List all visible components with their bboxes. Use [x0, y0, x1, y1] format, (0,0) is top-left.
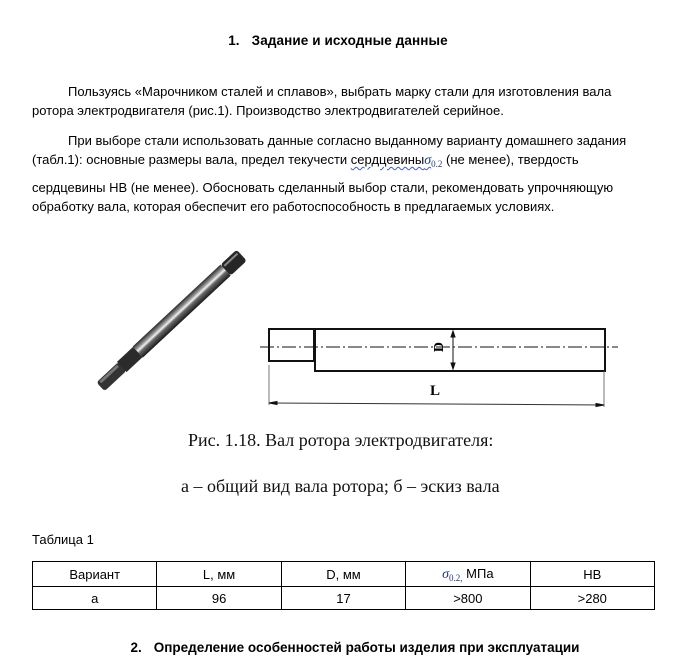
sigma-unit: МПа: [466, 565, 494, 581]
sigma-symbol: [442, 567, 462, 582]
section-1-heading: [0, 33, 676, 48]
section-1-number: 1.: [228, 33, 240, 48]
dimension-d-label: D: [432, 341, 448, 353]
figure-caption-legend: а – общий вид вала ротора; б – эскиз вала: [181, 476, 500, 496]
figure-caption-title: Рис. 1.18. Вал ротора электродвигателя:: [188, 430, 494, 450]
data-table: [32, 561, 655, 610]
section-2-number: 2.: [130, 640, 142, 655]
section-2-heading: [0, 640, 676, 655]
sigma-glyph: σ: [442, 566, 450, 582]
paragraph-2-line-2-text: (табл.1): основные размеры вала, предел текучести: [32, 152, 351, 167]
shaft-sketch-icon: [260, 325, 625, 410]
header-hardness: HB: [530, 562, 654, 587]
paragraph-1: [32, 82, 637, 120]
sigma-subscript: 0.2: [431, 159, 443, 169]
header-length: L, мм: [157, 562, 281, 587]
table-label: Таблица 1: [32, 532, 94, 547]
shaft-photo-image: [70, 242, 270, 402]
paragraph-2-line-4: обработку вала, которая обеспечит его работоспособность в предлагаемых условиях.: [32, 199, 555, 214]
cell-diameter: 17: [281, 587, 405, 610]
sigma-symbol: [424, 153, 442, 168]
cell-sigma: >800: [406, 587, 530, 610]
table-header-row: [33, 562, 655, 587]
paragraph-2-line-1: При выборе стали использовать данные согласно выданному варианту домашнего задания: [68, 133, 627, 148]
paragraph-1-line-1: Пользуясь «Марочником сталей и сплавов», выбрать марку стали для изготовления вала: [68, 84, 612, 99]
spellcheck-flagged-word[interactable]: [351, 152, 443, 167]
cell-variant: а: [33, 587, 157, 610]
section-1-title: Задание и исходные данные: [251, 33, 448, 48]
cell-hardness: >280: [530, 587, 654, 610]
shaft-sketch-drawing: [260, 325, 625, 410]
header-sigma: [406, 562, 530, 587]
sigma-subscript: 0.2,: [449, 572, 463, 583]
header-diameter: D, мм: [281, 562, 405, 587]
section-2-title: Определение особенностей работы изделия при эксплуатации: [153, 640, 580, 655]
paragraph-1-line-2: ротора электродвигателя (рис.1). Производство электродвигателей серийное.: [32, 103, 504, 118]
paragraph-2-line-2: [32, 150, 637, 174]
cell-length: 96: [157, 587, 281, 610]
table-row: [33, 587, 655, 610]
paragraph-2-line-2-tail: (не менее), твердость: [442, 152, 579, 167]
shaft-photo-icon: [70, 242, 270, 402]
flagged-word-text: сердцевины: [350, 152, 425, 167]
sigma-glyph: σ: [424, 153, 432, 168]
paragraph-2-line-3: сердцевины HB (не менее). Обосновать сделанный выбор стали, рекомендовать упрочняющую: [32, 180, 614, 195]
header-variant: Вариант: [33, 562, 157, 587]
dimension-l-label: L: [430, 383, 441, 399]
paragraph-2: [32, 131, 637, 216]
